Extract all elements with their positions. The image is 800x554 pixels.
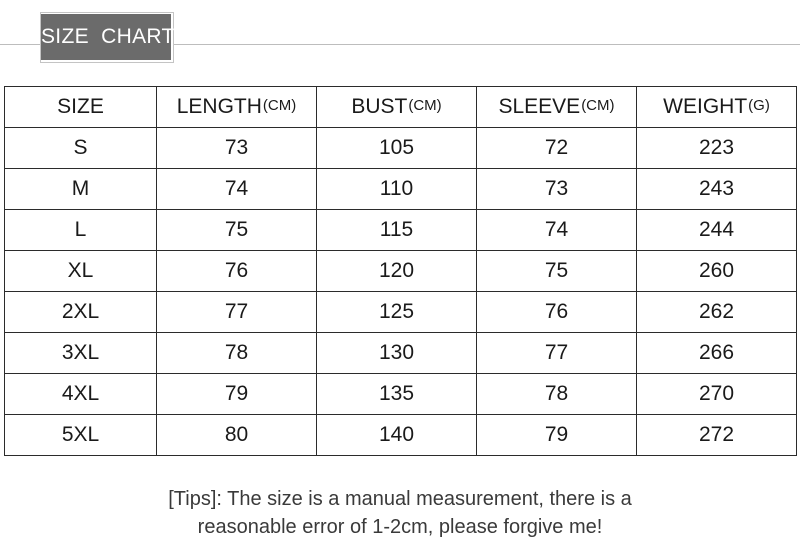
cell-weight: 262 [637, 292, 797, 333]
header-size-label: SIZE [57, 95, 104, 118]
header-size [5, 87, 157, 128]
cell-size: S [5, 128, 157, 169]
table-row [5, 333, 797, 374]
header-sleeve [477, 87, 637, 128]
cell-length: 73 [157, 128, 317, 169]
tips-line-2: reasonable error of 1-2cm, please forgive me! [197, 516, 603, 538]
cell-bust: 120 [317, 251, 477, 292]
table-row [5, 128, 797, 169]
cell-length: 80 [157, 415, 317, 456]
cell-size: XL [5, 251, 157, 292]
cell-sleeve: 73 [477, 169, 637, 210]
cell-length: 76 [157, 251, 317, 292]
table-row [5, 415, 797, 456]
size-table [4, 86, 797, 456]
header-bust [317, 87, 477, 128]
cell-sleeve: 75 [477, 251, 637, 292]
cell-size: 4XL [5, 374, 157, 415]
cell-length: 79 [157, 374, 317, 415]
header-length [157, 87, 317, 128]
cell-weight: 270 [637, 374, 797, 415]
cell-sleeve: 77 [477, 333, 637, 374]
cell-length: 78 [157, 333, 317, 374]
cell-sleeve: 72 [477, 128, 637, 169]
cell-weight: 243 [637, 169, 797, 210]
cell-length: 77 [157, 292, 317, 333]
size-chart-badge: SIZE CHART [41, 14, 171, 60]
cell-length: 74 [157, 169, 317, 210]
tips-line-1: [Tips]: The size is a manual measurement, there is a [168, 488, 632, 510]
cell-bust: 105 [317, 128, 477, 169]
cell-bust: 130 [317, 333, 477, 374]
header-weight-label: WEIGHT [663, 95, 748, 118]
header-weight [637, 87, 797, 128]
header-length-label: LENGTH [176, 95, 262, 118]
table-row [5, 292, 797, 333]
table-row [5, 374, 797, 415]
cell-bust: 135 [317, 374, 477, 415]
cell-weight: 272 [637, 415, 797, 456]
cell-weight: 266 [637, 333, 797, 374]
cell-length: 75 [157, 210, 317, 251]
header-bust-unit: (CM) [408, 97, 442, 114]
cell-size: 5XL [5, 415, 157, 456]
cell-sleeve: 76 [477, 292, 637, 333]
cell-size: M [5, 169, 157, 210]
cell-size: 3XL [5, 333, 157, 374]
cell-sleeve: 74 [477, 210, 637, 251]
cell-bust: 140 [317, 415, 477, 456]
header-weight-unit: (G) [748, 97, 770, 114]
cell-weight: 244 [637, 210, 797, 251]
header-sleeve-label: SLEEVE [498, 95, 581, 118]
table-row [5, 169, 797, 210]
cell-bust: 115 [317, 210, 477, 251]
header-length-unit: (CM) [262, 97, 297, 114]
table-body [5, 128, 797, 456]
cell-bust: 110 [317, 169, 477, 210]
cell-bust: 125 [317, 292, 477, 333]
header-bust-label: BUST [351, 95, 408, 118]
cell-sleeve: 78 [477, 374, 637, 415]
cell-sleeve: 79 [477, 415, 637, 456]
cell-size: 2XL [5, 292, 157, 333]
cell-weight: 223 [637, 128, 797, 169]
table-header-row [5, 87, 797, 128]
table-row [5, 251, 797, 292]
cell-weight: 260 [637, 251, 797, 292]
header-sleeve-unit: (CM) [581, 97, 615, 114]
cell-size: L [5, 210, 157, 251]
table-row [5, 210, 797, 251]
